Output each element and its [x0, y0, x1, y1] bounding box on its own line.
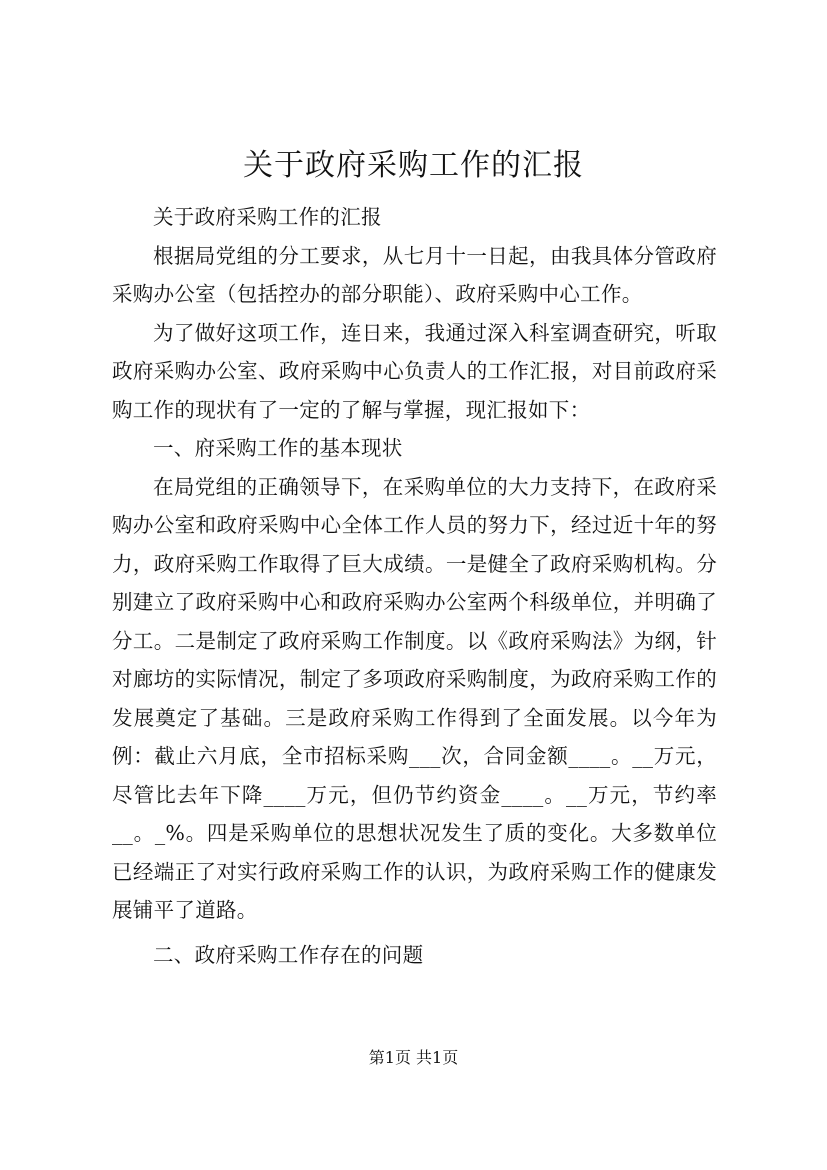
paragraph-subtitle: 关于政府采购工作的汇报	[153, 205, 382, 229]
section-heading-2: 二、政府采购工作存在的问题	[153, 942, 424, 967]
document-body	[112, 198, 717, 974]
paragraph-status: 在局党组的正确领导下，在采购单位的大力支持下，在政府采购办公室和政府采购中心全体工作人员的努力下，经过近十年的努力，政府采购工作取得了巨大成绩。一是健全了政府采购机构。分别建立了政府采购中心和政府采购办公室两个科级单位，并明确了分工。二是制定了政府采购工作制度。以《政府采购法》为纲，针对廊坊的实际情况，制定了多项政府采购制度，为政府采购工作的发展奠定了基础。三是政府采购工作得到了全面发展。以今年为例：截止六月底，全市招标采购___次，合同金额____。__万元，尽管比去年下降____万元，但仍节约资金____。__万元，节约率__。_%。四是采购单位的思想状况发生了质的变化。大多数单位已经端正了对实行政府采购工作的认识，为政府采购工作的健康发展铺平了道路。	[112, 474, 717, 922]
page-footer: 第1页 共1页	[368, 1048, 459, 1067]
document-title: 关于政府采购工作的汇报	[243, 148, 584, 183]
paragraph-purpose: 为了做好这项工作，连日来，我通过深入科室调查研究，听取政府采购办公室、政府采购中心负责人的工作汇报，对目前政府采购工作的现状有了一定的了解与掌握，现汇报如下：	[112, 320, 717, 422]
section-heading-1: 一、府采购工作的基本现状	[153, 436, 403, 460]
paragraph-intro: 根据局党组的分工要求，从七月十一日起，由我具体分管政府采购办公室（包括控办的部分职能）、政府采购中心工作。	[112, 243, 717, 306]
